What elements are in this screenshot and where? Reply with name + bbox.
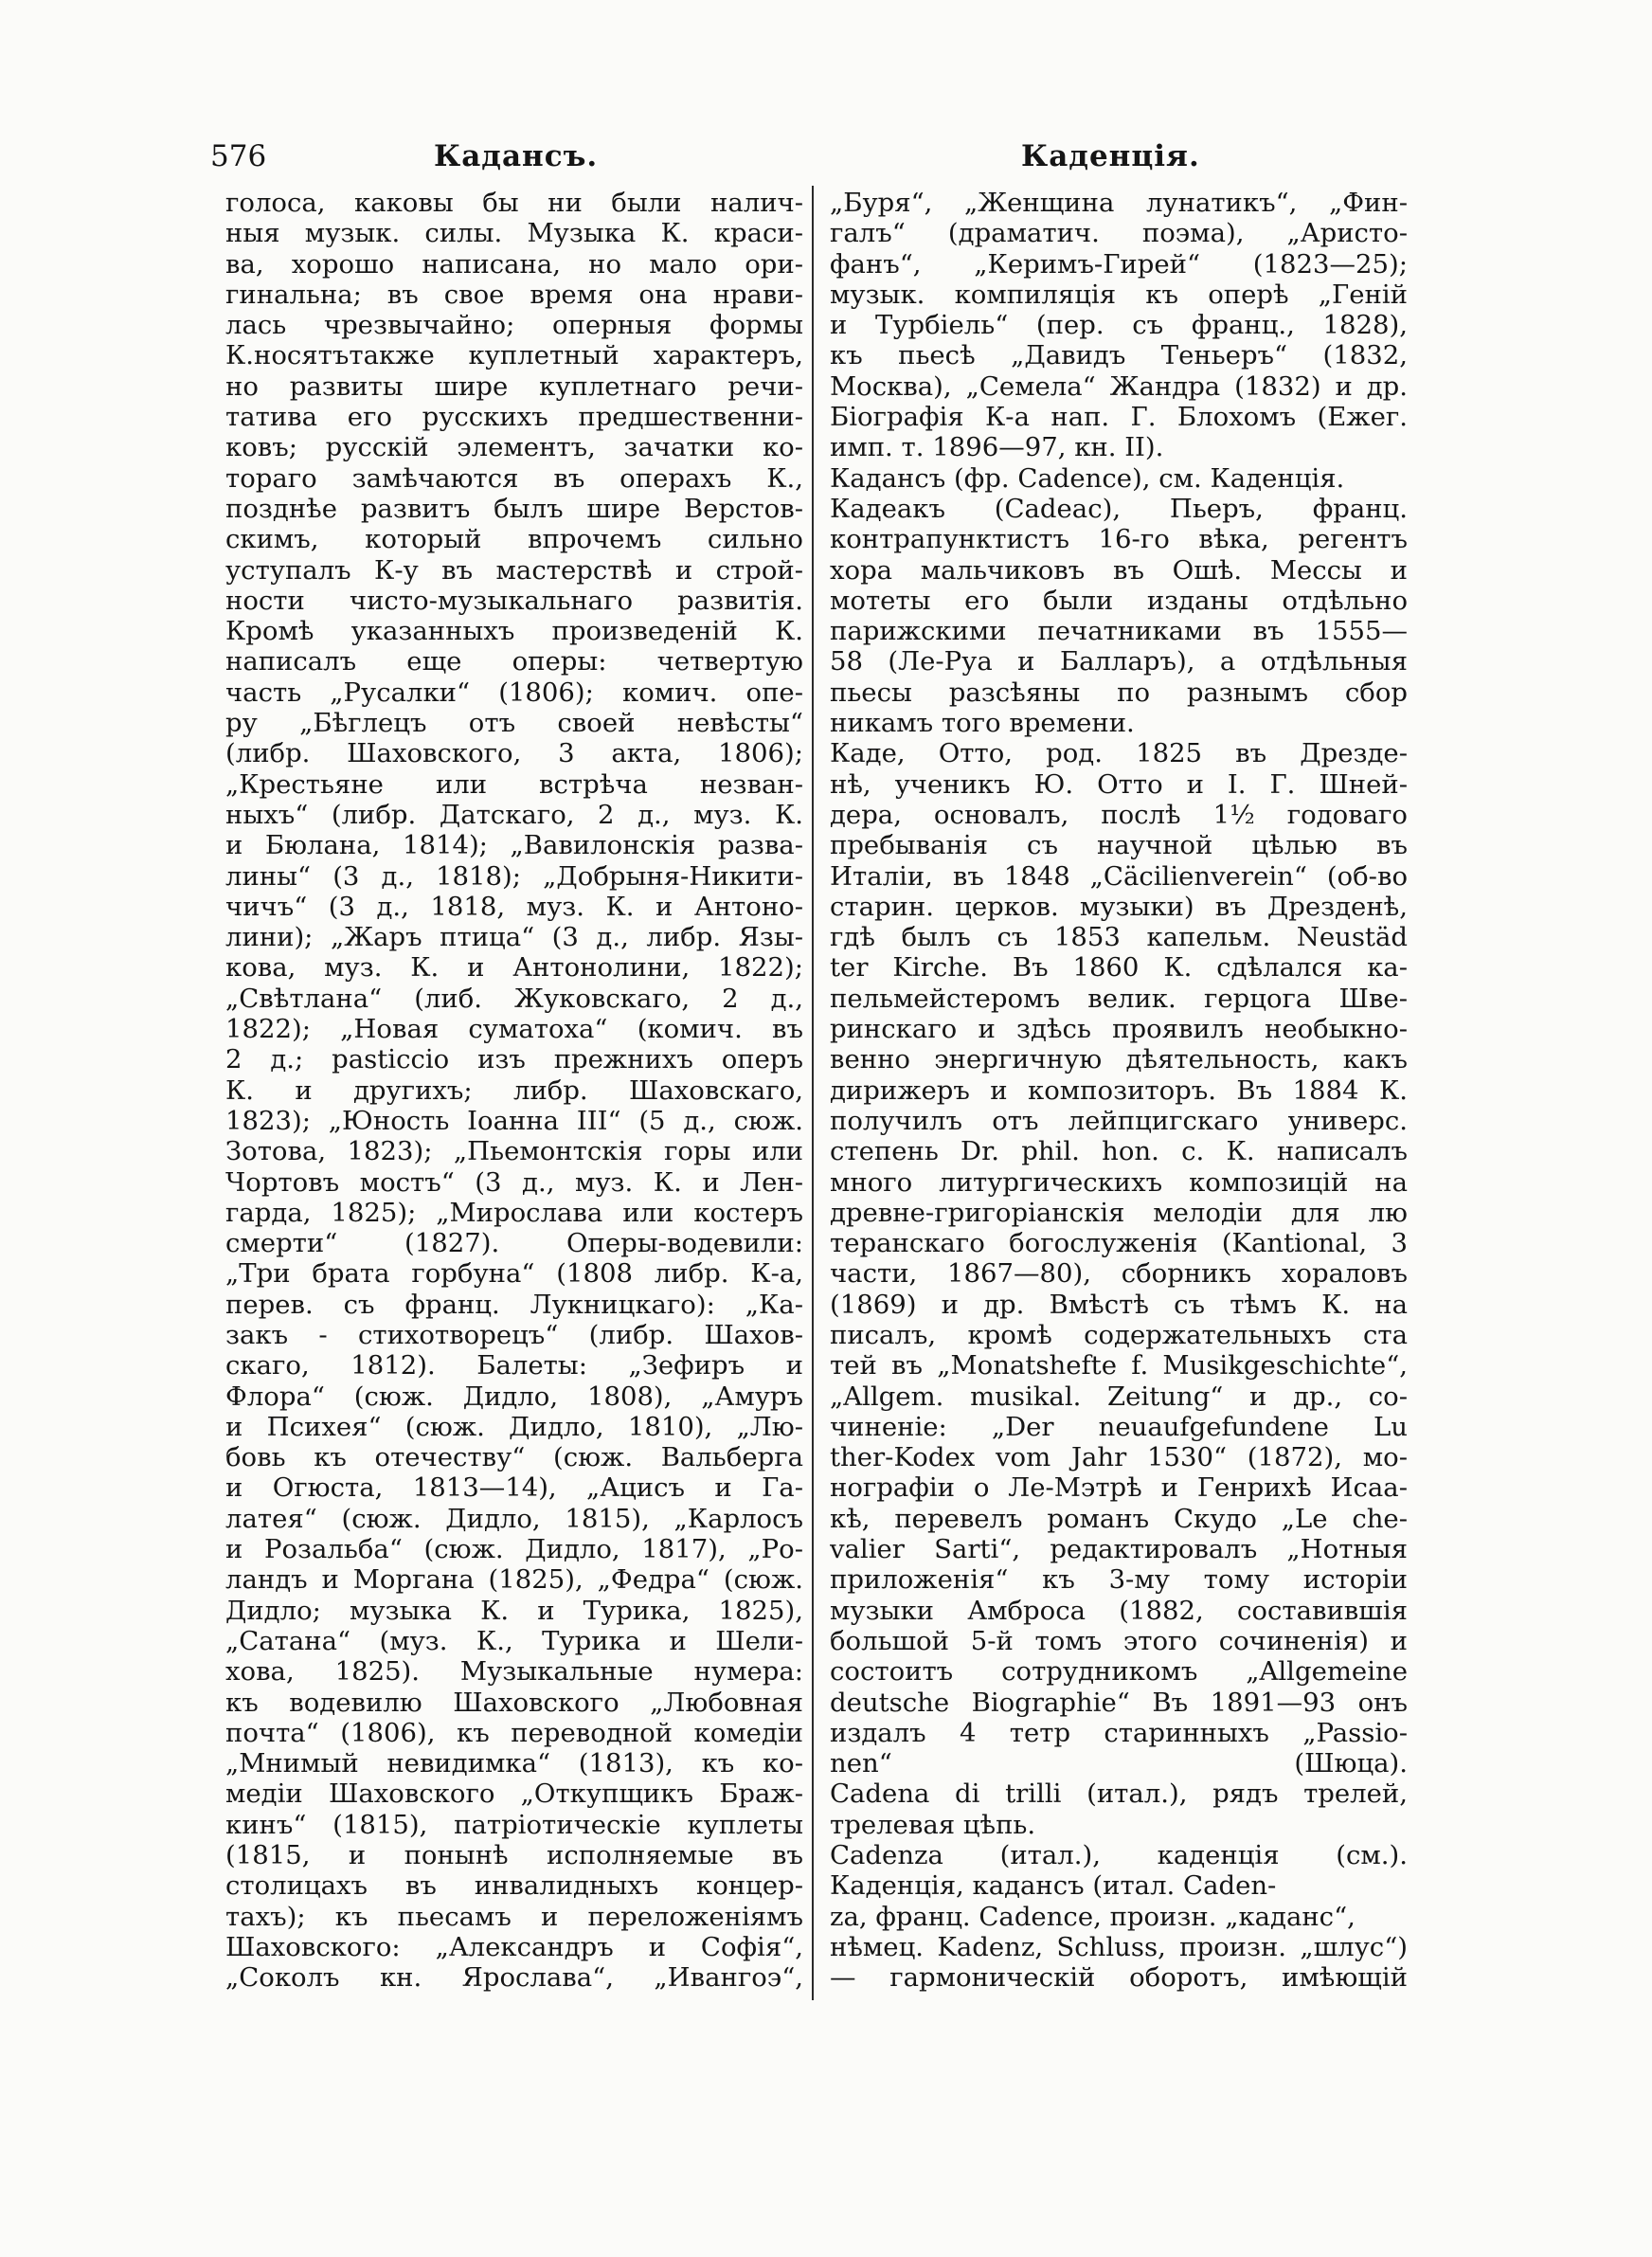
- text-line: трелевая цѣпь.: [830, 1809, 1036, 1840]
- text-line: галъ“ (драматич. поэма), „Аристо-: [830, 218, 1408, 249]
- text-line: теранскаго богослуженія (Kantional, 3: [830, 1228, 1408, 1259]
- text-line: ter Kirche. Въ 1860 К. сдѣлался ка-: [830, 952, 1408, 984]
- text-line: древне-григоріанскія мелодіи для лю: [830, 1197, 1408, 1228]
- text-line: парижскими печатниками въ 1555—: [830, 616, 1408, 647]
- text-line: za, франц. Cadence, произн. „каданс“,: [830, 1901, 1356, 1932]
- text-line: ковъ; русскій элементъ, зачатки ко-: [225, 432, 803, 463]
- text-line: К.носятътакже куплетный характеръ,: [225, 340, 803, 371]
- text-line: и Турбіель“ (пер. съ франц., 1828),: [830, 310, 1408, 341]
- text-line: ныхъ“ (либр. Датскаго, 2 д., муз. К.: [225, 799, 803, 830]
- text-line: мотеты его были изданы отдѣльно: [830, 585, 1408, 616]
- text-line: приложенія“ къ 3-му тому исторіи: [830, 1564, 1408, 1596]
- text-line: (либр. Шаховского, 3 акта, 1806);: [225, 738, 803, 769]
- text-line: музык. компиляція къ оперѣ „Геній: [830, 279, 1408, 310]
- text-line: К. и другихъ; либр. Шаховскаго,: [225, 1074, 803, 1106]
- text-line: венно энергичную дѣятельность, какъ: [830, 1044, 1408, 1075]
- text-line: тораго замѣчаются въ операхъ К.,: [225, 462, 803, 494]
- text-line: лась чрезвычайно; оперныя формы: [225, 310, 803, 341]
- text-line: гинальна; въ свое время она нрави-: [225, 279, 803, 310]
- text-line: Москва), „Семела“ Жандра (1832) и др.: [830, 370, 1408, 402]
- text-line: латея“ (сюж. Дидло, 1815), „Карлосъ: [225, 1503, 803, 1534]
- text-line: Кромѣ указанныхъ произведеній К.: [225, 616, 803, 647]
- text-line: фанъ“, „Керимъ-Гирей“ (1823—25);: [830, 248, 1408, 280]
- text-line: и Психея“ (сюж. Дидло, 1810), „Лю-: [225, 1411, 803, 1442]
- text-line: часть „Русалки“ (1806); комич. опе-: [225, 677, 803, 708]
- text-line: хора мальчиковъ въ Ошѣ. Мессы и: [830, 554, 1408, 586]
- text-line: хова, 1825). Музыкальные нумера:: [225, 1656, 803, 1688]
- text-line: большой 5-й томъ этого сочиненія) и: [830, 1625, 1408, 1656]
- text-line: столицахъ въ инвалидныхъ концер-: [225, 1870, 803, 1902]
- text-line: гарда, 1825); „Мирослава или костеръ: [225, 1197, 803, 1228]
- text-line: контрапунктистъ 16-го вѣка, регентъ: [830, 524, 1408, 555]
- text-line: „Крестьяне или встрѣча незван-: [225, 768, 803, 800]
- right-text-column: [830, 188, 1408, 1994]
- text-line: нѣмец. Kadenz, Schluss, произн. „шлус“): [830, 1931, 1408, 1962]
- text-line: бовь къ отечеству“ (сюж. Вальберга: [225, 1442, 803, 1473]
- text-line: скаго, 1812). Балеты: „Зефиръ и: [225, 1350, 803, 1381]
- text-line: много литургическихъ композицій на: [830, 1166, 1408, 1198]
- text-line: нографіи о Ле-Мэтрѣ и Генрихѣ Исаа-: [830, 1472, 1408, 1504]
- text-line: тахъ); къ пьесамъ и переложеніямъ: [225, 1901, 803, 1932]
- text-line: Чортовъ мостъ“ (3 д., муз. К. и Лен-: [225, 1166, 803, 1198]
- text-line: Cadenza (итал.), каденція (см.).: [830, 1840, 1408, 1871]
- text-line: уступалъ К-у въ мастерствѣ и строй-: [225, 554, 803, 586]
- text-line: valier Sarti“, редактировалъ „Нотныя: [830, 1534, 1408, 1565]
- text-line: состоитъ сотрудникомъ „Allgemeine: [830, 1656, 1408, 1688]
- text-line: написалъ еще оперы: четвертую: [225, 646, 803, 677]
- text-line: ther-Kodex vom Jahr 1530“ (1872), мо-: [830, 1442, 1408, 1473]
- text-line: ландъ и Моргана (1825), „Федра“ (сюж.: [225, 1564, 803, 1596]
- text-line: ности чисто-музыкальнаго развитія.: [225, 585, 803, 616]
- column-divider: [812, 186, 814, 2000]
- text-line: старин. церков. музыки) въ Дрезденѣ,: [830, 891, 1408, 922]
- text-line: и Розальба“ (сюж. Дидло, 1817), „Ро-: [225, 1534, 803, 1565]
- text-line: Cadena di trilli (итал.), рядъ трелей,: [830, 1779, 1408, 1810]
- text-line: музыки Амброса (1882, составившія: [830, 1595, 1408, 1626]
- text-line: 58 (Ле-Руа и Балларъ), а отдѣльныя: [830, 646, 1408, 677]
- text-line: дера, основалъ, послѣ 1½ годоваго: [830, 799, 1408, 830]
- left-running-headword: Кадансъ.: [434, 139, 599, 173]
- text-line: гдѣ былъ съ 1853 капельм. Neustäd: [830, 922, 1408, 953]
- text-line: „Сатана“ (муз. К., Турика и Шели-: [225, 1625, 803, 1656]
- text-line: голоса, каковы бы ни были налич-: [225, 188, 803, 218]
- text-line: кѣ, перевелъ романъ Скудо „Le che-: [830, 1503, 1408, 1534]
- text-line: deutsche Biographie“ Въ 1891—93 онъ: [830, 1687, 1408, 1718]
- text-line: Дидло; музыка К. и Турика, 1825),: [225, 1595, 803, 1626]
- text-line: части, 1867—80), сборникъ хораловъ: [830, 1258, 1408, 1290]
- text-line: писалъ, кромѣ содержательныхъ ста: [830, 1319, 1408, 1350]
- text-line: имп. т. 1896—97, кн. II).: [830, 432, 1164, 463]
- text-line: „Три брата горбуна“ (1808 либр. К-а,: [225, 1258, 803, 1290]
- text-line: Каденція, кадансъ (итал. Caden-: [830, 1870, 1277, 1902]
- page-number: 576: [210, 139, 267, 173]
- text-line: позднѣе развитъ былъ шире Верстов-: [225, 493, 803, 524]
- text-line: пьесы разсѣяны по разнымъ сбор: [830, 677, 1408, 708]
- text-line: 2 д.; pasticcio изъ прежнихъ оперъ: [225, 1044, 803, 1075]
- text-line: „Соколъ кн. Ярослава“, „Ивангоэ“,: [225, 1962, 803, 1994]
- text-line: и Огюста, 1813—14), „Ацисъ и Га-: [225, 1472, 803, 1504]
- text-line: 1823); „Юность Іоанна III“ (5 д., сюж.: [225, 1105, 803, 1136]
- text-line: и Бюлана, 1814); „Вавилонскія разва-: [225, 830, 803, 861]
- text-line: степень Dr. phil. hon. c. К. написалъ: [830, 1136, 1408, 1167]
- text-line: лины“ (3 д., 1818); „Добрыня-Никити-: [225, 860, 803, 892]
- text-line: Зотова, 1823); „Пьемонтскія горы или: [225, 1136, 803, 1167]
- text-line: 1822); „Новая суматоха“ (комич. въ: [225, 1014, 803, 1045]
- text-line: но развиты шире куплетнаго речи-: [225, 370, 803, 402]
- text-line: „Свѣтлана“ (либ. Жуковскаго, 2 д.,: [225, 983, 803, 1014]
- text-line: почта“ (1806), къ переводной комедіи: [225, 1717, 803, 1748]
- text-line: получилъ отъ лейпцигскаго универс.: [830, 1105, 1408, 1136]
- text-line: ру „Бѣглецъ отъ своей невѣсты“: [225, 708, 803, 739]
- text-line: скимъ, который впрочемъ сильно: [225, 524, 803, 555]
- right-running-headword: Каденція.: [1021, 139, 1200, 173]
- text-line: nen“ (Шюца).: [830, 1748, 1408, 1779]
- text-line: лини); „Жаръ птица“ (3 д., либр. Язы-: [225, 922, 803, 953]
- text-line: закъ - стихотворецъ“ (либр. Шахов-: [225, 1319, 803, 1350]
- text-line: тей въ „Monatshefte f. Musikgeschichte“,: [830, 1350, 1408, 1381]
- text-line: кова, муз. К. и Антонолини, 1822);: [225, 952, 803, 984]
- text-line: перев. съ франц. Лукницкаго): „Ка-: [225, 1289, 803, 1320]
- text-line: къ пьесѣ „Давидъ Теньеръ“ (1832,: [830, 340, 1408, 371]
- text-line: Италіи, въ 1848 „Cäcilienverein“ (об-во: [830, 860, 1408, 892]
- text-line: къ водевилю Шаховского „Любовная: [225, 1687, 803, 1718]
- text-line: ныя музык. силы. Музыка К. краси-: [225, 218, 803, 249]
- text-line: Каде, Отто, род. 1825 въ Дрезде-: [830, 738, 1408, 769]
- text-line: никамъ того времени.: [830, 708, 1135, 739]
- text-line: Кадансъ (фр. Cadence), см. Каденція.: [830, 462, 1345, 494]
- text-line: „Буря“, „Женщина лунатикъ“, „Фин-: [830, 188, 1408, 218]
- text-line: — гармоническій оборотъ, имѣющій: [830, 1962, 1408, 1994]
- text-line: пельмейстеромъ велик. герцога Шве-: [830, 983, 1408, 1014]
- text-line: пребыванія съ научной цѣлью въ: [830, 830, 1408, 861]
- text-line: ва, хорошо написана, но мало ори-: [225, 248, 803, 280]
- text-line: кинъ“ (1815), патріотическіе куплеты: [225, 1809, 803, 1840]
- left-text-column: [225, 188, 803, 1994]
- text-line: издалъ 4 тетр старинныхъ „Passio-: [830, 1717, 1408, 1748]
- running-header: [210, 135, 1200, 178]
- text-line: (1815, и понынѣ исполняемые въ: [225, 1840, 803, 1871]
- text-line: „Мнимый невидимка“ (1813), къ ко-: [225, 1748, 803, 1779]
- text-line: (1869) и др. Вмѣстѣ съ тѣмъ К. на: [830, 1289, 1408, 1320]
- text-line: татива его русскихъ предшественни-: [225, 402, 803, 433]
- text-line: „Allgem. musikal. Zeitung“ и др., со-: [830, 1381, 1408, 1412]
- text-line: чиненіе: „Der neuaufgefundene Lu: [830, 1411, 1408, 1442]
- text-line: Шаховского: „Александръ и Софія“,: [225, 1931, 803, 1962]
- text-line: Біографія К-а нап. Г. Блохомъ (Ежег.: [830, 402, 1408, 433]
- text-line: Флора“ (сюж. Дидло, 1808), „Амуръ: [225, 1381, 803, 1412]
- text-line: дирижеръ и композиторъ. Въ 1884 К.: [830, 1074, 1408, 1106]
- text-line: смерти“ (1827). Оперы-водевили:: [225, 1228, 803, 1259]
- text-line: ринскаго и здѣсь проявилъ необыкно-: [830, 1014, 1408, 1045]
- text-line: нѣ, ученикъ Ю. Отто и І. Г. Шней-: [830, 768, 1408, 800]
- text-line: чичъ“ (3 д., 1818, муз. К. и Антоно-: [225, 891, 803, 922]
- text-line: Кадеакъ (Cadeac), Пьеръ, франц.: [830, 493, 1408, 524]
- text-line: медіи Шаховского „Откупщикъ Браж-: [225, 1779, 803, 1810]
